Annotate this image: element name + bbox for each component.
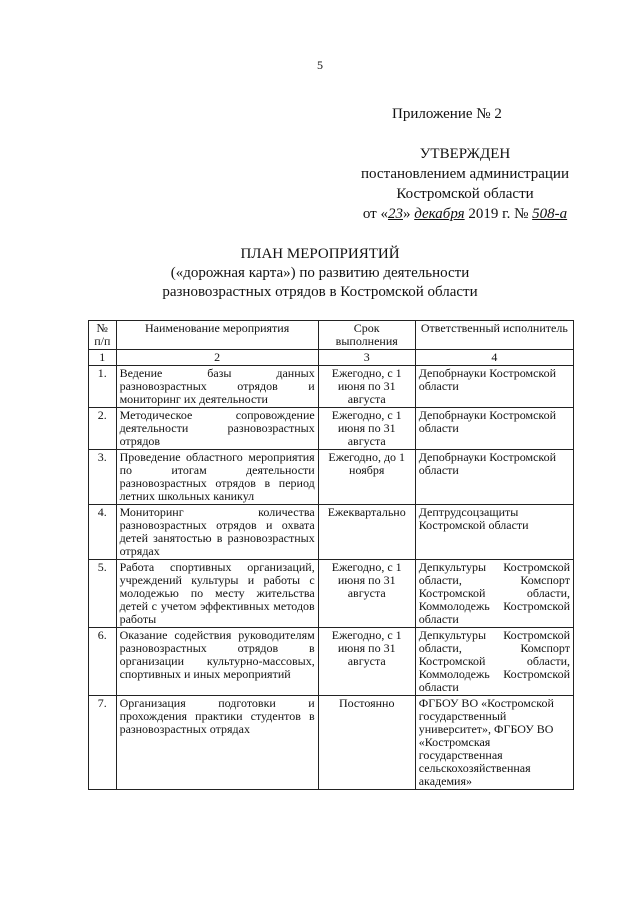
row-activity: Организация подготовки и прохождения практики студентов в разновозрастных отрядах xyxy=(116,696,318,790)
row-responsible: Депкультуры Костромской области, Комспорт Костромской области, Коммолодежь Костромской области xyxy=(415,628,573,696)
row-term: Постоянно xyxy=(318,696,415,790)
row-activity: Проведение областного мероприятия по итогам деятельности разновозрастных отрядов в период летних школьных каникул xyxy=(116,450,318,505)
page-number: 5 xyxy=(317,58,323,72)
row-number: 5. xyxy=(89,560,117,628)
title-line-1: ПЛАН МЕРОПРИЯТИЙ xyxy=(240,246,400,262)
row-responsible: Дептрудсоцзащиты Костромской области xyxy=(415,505,573,560)
plan-table xyxy=(88,320,574,790)
row-responsible: ФГБОУ ВО «Костромской государственный университет», ФГБОУ ВО «Костромская государственная сельскохозяйственная академия» xyxy=(415,696,573,790)
approval-block xyxy=(300,144,630,224)
title-line-2: («дорожная карта») по развитию деятельности xyxy=(170,265,470,281)
table-row xyxy=(89,560,574,628)
row-term: Ежегодно, с 1 июня по 31 августа xyxy=(318,560,415,628)
row-responsible: Депкультуры Костромской области, Комспорт Костромской области, Коммолодежь Костромской области xyxy=(415,560,573,628)
header-number: № п/п xyxy=(89,321,117,350)
row-number: 7. xyxy=(89,696,117,790)
row-activity: Работа спортивных организаций, учреждений культуры и работы с молодежью по месту жительства детей с учетом эффективных методов работы xyxy=(116,560,318,628)
row-term: Ежеквартально xyxy=(318,505,415,560)
row-activity: Мониторинг количества разновозрастных отрядов и охвата детей занятостью в разновозрастных отрядах xyxy=(116,505,318,560)
row-term: Ежегодно, с 1 июня по 31 августа xyxy=(318,366,415,408)
row-responsible: Депобрнауки Костромской области xyxy=(415,408,573,450)
row-number: 1. xyxy=(89,366,117,408)
date-month: декабря xyxy=(414,206,465,222)
row-term: Ежегодно, до 1 ноября xyxy=(318,450,415,505)
appendix-label: Приложение № 2 xyxy=(392,106,502,122)
index-cell: 1 xyxy=(89,350,117,366)
row-activity: Ведение базы данных разновозрастных отрядов и мониторинг их деятельности xyxy=(116,366,318,408)
row-number: 4. xyxy=(89,505,117,560)
row-term: Ежегодно, с 1 июня по 31 августа xyxy=(318,628,415,696)
row-number: 2. xyxy=(89,408,117,450)
table-row xyxy=(89,696,574,790)
table-row xyxy=(89,505,574,560)
index-cell: 3 xyxy=(318,350,415,366)
header-responsible: Ответственный исполнитель xyxy=(415,321,573,350)
approval-date-line xyxy=(300,204,630,224)
row-term: Ежегодно, с 1 июня по 31 августа xyxy=(318,408,415,450)
date-prefix: от « xyxy=(362,206,388,222)
approval-heading: УТВЕРЖДЕН xyxy=(419,146,511,162)
date-mid: » xyxy=(402,206,415,222)
document-title xyxy=(0,245,640,302)
row-number: 3. xyxy=(89,450,117,505)
row-activity: Методическое сопровождение деятельности разновозрастных отрядов xyxy=(116,408,318,450)
title-line-3: разновозрастных отрядов в Костромской области xyxy=(162,284,478,300)
index-cell: 2 xyxy=(116,350,318,366)
row-number: 6. xyxy=(89,628,117,696)
table-row xyxy=(89,628,574,696)
index-cell: 4 xyxy=(415,350,573,366)
table-index-row xyxy=(89,350,574,366)
date-year: 2019 г. № xyxy=(464,206,533,222)
header-term: Срок выполнения xyxy=(318,321,415,350)
approval-line-3: Костромской области xyxy=(396,186,534,202)
date-day: 23 xyxy=(387,206,403,222)
approval-line-2: постановлением администрации xyxy=(361,166,569,182)
table-row xyxy=(89,408,574,450)
table-header-row xyxy=(89,321,574,350)
row-responsible: Депобрнауки Костромской области xyxy=(415,450,573,505)
table-row xyxy=(89,366,574,408)
header-name: Наименование мероприятия xyxy=(116,321,318,350)
row-responsible: Депобрнауки Костромской области xyxy=(415,366,573,408)
decree-number: 508-а xyxy=(532,206,568,222)
table-row xyxy=(89,450,574,505)
row-activity: Оказание содействия руководителям разновозрастных отрядов в организации культурно-массовых, спортивных и иных мероприятий xyxy=(116,628,318,696)
